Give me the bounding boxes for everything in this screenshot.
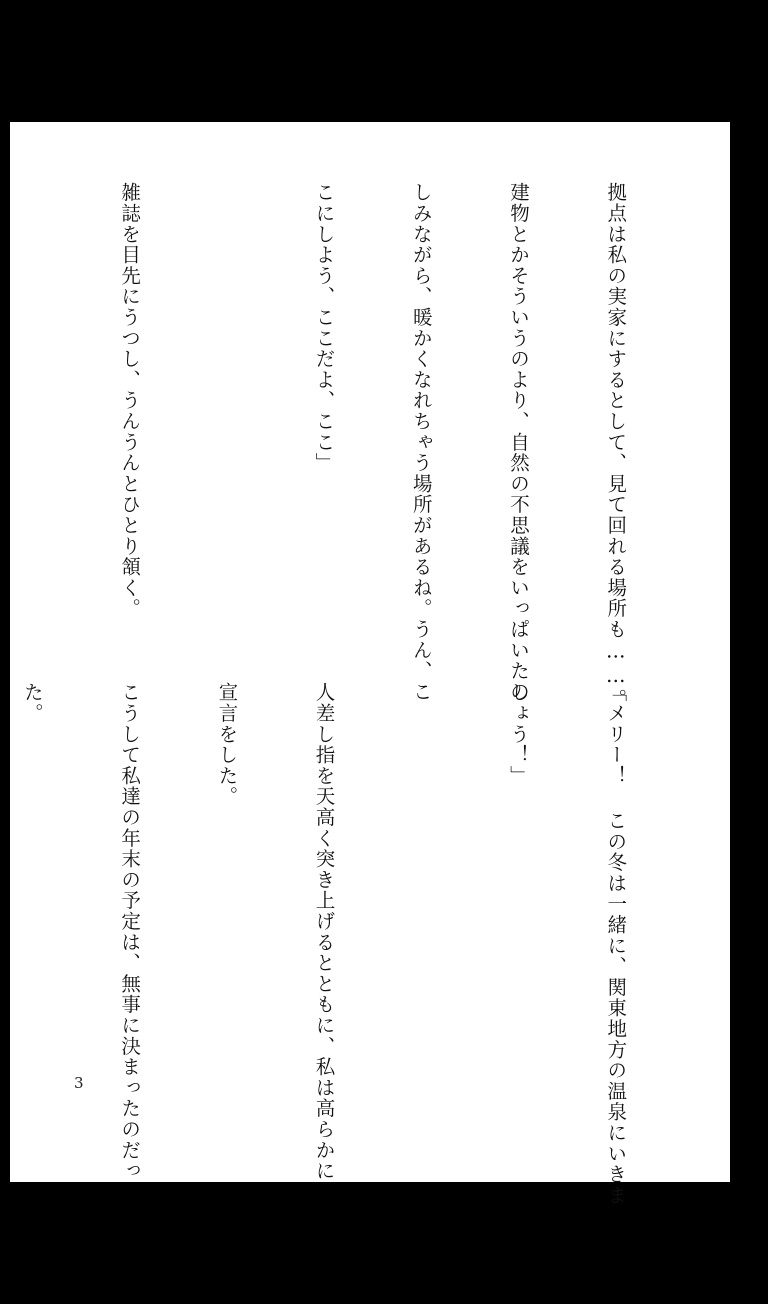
text-line: 人差し指を天高く突き上げるとともに、私は高らかに <box>312 682 336 1182</box>
text-line: 拠点は私の実家にするとして、見て回れる場所も……。 <box>604 182 628 709</box>
blank-line <box>404 682 436 1142</box>
text-line: しょう！」 <box>506 682 530 786</box>
book-page <box>10 122 730 1206</box>
text-line: た。 <box>20 682 44 724</box>
blank-line <box>210 182 242 642</box>
blank-line <box>16 182 48 642</box>
text-line: 建物とかそういうのより、自然の不思議をいっぱいたの <box>506 182 530 702</box>
page-number: 3 <box>74 1074 84 1092</box>
text-line: こうして私達の年末の予定は、無事に決まったのだっ <box>118 682 142 1182</box>
text-block-lower <box>0 682 696 1206</box>
text-line: 雑誌を目先にうつし、うんうんとひとり頷く。 <box>118 182 142 619</box>
text-line: 宣言をした。 <box>215 682 239 807</box>
text-line: こにしよう、ここだよ、ここ」 <box>312 182 336 474</box>
text-line: しみながら、暖かくなれちゃう場所があるね。うん、こ <box>409 182 433 702</box>
text-block-upper <box>0 182 696 709</box>
text-line: 「メリー！ この冬は一緒に、関東地方の温泉にいきま <box>604 682 628 1206</box>
